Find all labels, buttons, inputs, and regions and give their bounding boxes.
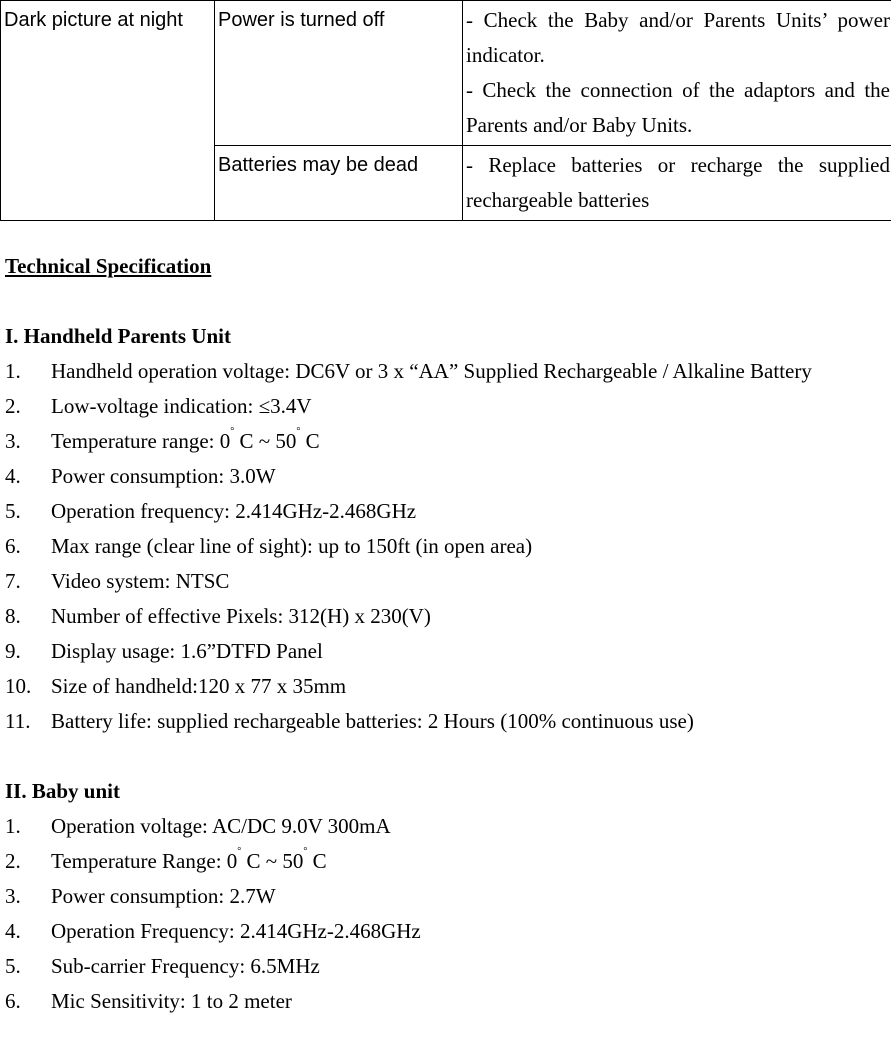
item-text: Handheld operation voltage: DC6V or 3 x “AA” Supplied Rechargeable / Alkaline Battery xyxy=(51,359,812,383)
item-number: 4. xyxy=(5,464,21,488)
parents-unit-heading: I. Handheld Parents Unit xyxy=(5,324,231,348)
item-text: Operation frequency: 2.414GHz-2.468GHz xyxy=(51,499,417,523)
table-row xyxy=(1,1,891,146)
list-item xyxy=(5,599,887,634)
solution-text: - Check the connection of the adaptors and the Parents and/or Baby Units. xyxy=(466,78,890,137)
item-text-part: C ~ 50 xyxy=(241,849,304,873)
list-item xyxy=(5,459,887,494)
item-text: Number of effective Pixels: 312(H) x 230(V) xyxy=(51,604,431,628)
solution-cell xyxy=(463,1,891,146)
item-number: 11. xyxy=(5,709,31,733)
list-item xyxy=(5,844,887,879)
list-item xyxy=(5,809,887,844)
list-item xyxy=(5,424,887,459)
technical-specification xyxy=(5,249,887,1019)
item-text: Display usage: 1.6”DTFD Panel xyxy=(51,639,323,663)
item-text: Mic Sensitivity: 1 to 2 meter xyxy=(51,989,292,1013)
list-item xyxy=(5,669,887,704)
item-text: Battery life: supplied rechargeable batteries: 2 Hours (100% continuous use) xyxy=(51,709,694,733)
degree-symbol: ° xyxy=(230,426,235,437)
degree-symbol: ° xyxy=(303,846,308,857)
cause-text: Batteries may be dead xyxy=(218,154,419,176)
list-item xyxy=(5,564,887,599)
item-number: 10. xyxy=(5,674,32,698)
item-number: 6. xyxy=(5,989,21,1013)
item-text xyxy=(51,844,887,879)
item-text-part: Temperature range: 0 xyxy=(51,429,231,453)
cause-text: Power is turned off xyxy=(218,9,385,31)
item-text: Sub-carrier Frequency: 6.5MHz xyxy=(51,954,320,978)
item-number: 1. xyxy=(5,359,21,383)
baby-unit-list xyxy=(5,809,887,1019)
list-item xyxy=(5,354,887,389)
problem-text: Dark picture at night xyxy=(4,9,183,31)
item-text: Max range (clear line of sight): up to 150ft (in open area) xyxy=(51,534,533,558)
list-item xyxy=(5,704,887,739)
item-text: Size of handheld:120 x 77 x 35mm xyxy=(51,674,347,698)
item-number: 9. xyxy=(5,639,21,663)
cause-cell xyxy=(215,1,463,146)
item-number: 3. xyxy=(5,884,21,908)
item-text-part: Temperature Range: 0 xyxy=(51,849,238,873)
baby-unit-heading: II. Baby unit xyxy=(5,779,120,803)
list-item xyxy=(5,949,887,984)
item-text xyxy=(51,424,887,459)
list-item xyxy=(5,879,887,914)
item-number: 4. xyxy=(5,919,21,943)
item-number: 2. xyxy=(5,849,21,873)
spec-title: Technical Specification xyxy=(5,254,212,278)
item-number: 1. xyxy=(5,814,21,838)
item-text: Operation Frequency: 2.414GHz-2.468GHz xyxy=(51,919,421,943)
degree-symbol: ° xyxy=(237,846,242,857)
item-text: Power consumption: 3.0W xyxy=(51,464,276,488)
list-item xyxy=(5,984,887,1019)
solution-cell xyxy=(463,146,891,221)
parents-unit-list xyxy=(5,354,887,739)
solution-text: - Replace batteries or recharge the supplied rechargeable batteries xyxy=(466,153,890,212)
list-item xyxy=(5,529,887,564)
item-number: 3. xyxy=(5,429,21,453)
item-number: 2. xyxy=(5,394,21,418)
cause-cell xyxy=(215,146,463,221)
item-number: 7. xyxy=(5,569,21,593)
item-text-part: C xyxy=(307,849,327,873)
solution-text: - Check the Baby and/or Parents Units’ power indicator. xyxy=(466,8,890,67)
list-item xyxy=(5,494,887,529)
item-text: Video system: NTSC xyxy=(51,569,230,593)
item-text: Power consumption: 2.7W xyxy=(51,884,276,908)
troubleshooting-table xyxy=(0,0,891,221)
item-text: Low-voltage indication: ≤3.4V xyxy=(51,394,312,418)
item-text-part: C ~ 50 xyxy=(234,429,297,453)
degree-symbol: ° xyxy=(296,426,301,437)
item-number: 5. xyxy=(5,499,21,523)
problem-cell xyxy=(1,1,215,221)
list-item xyxy=(5,914,887,949)
list-item xyxy=(5,634,887,669)
list-item xyxy=(5,389,887,424)
item-text-part: C xyxy=(300,429,320,453)
item-number: 8. xyxy=(5,604,21,628)
item-number: 5. xyxy=(5,954,21,978)
item-number: 6. xyxy=(5,534,21,558)
item-text: Operation voltage: AC/DC 9.0V 300mA xyxy=(51,814,391,838)
